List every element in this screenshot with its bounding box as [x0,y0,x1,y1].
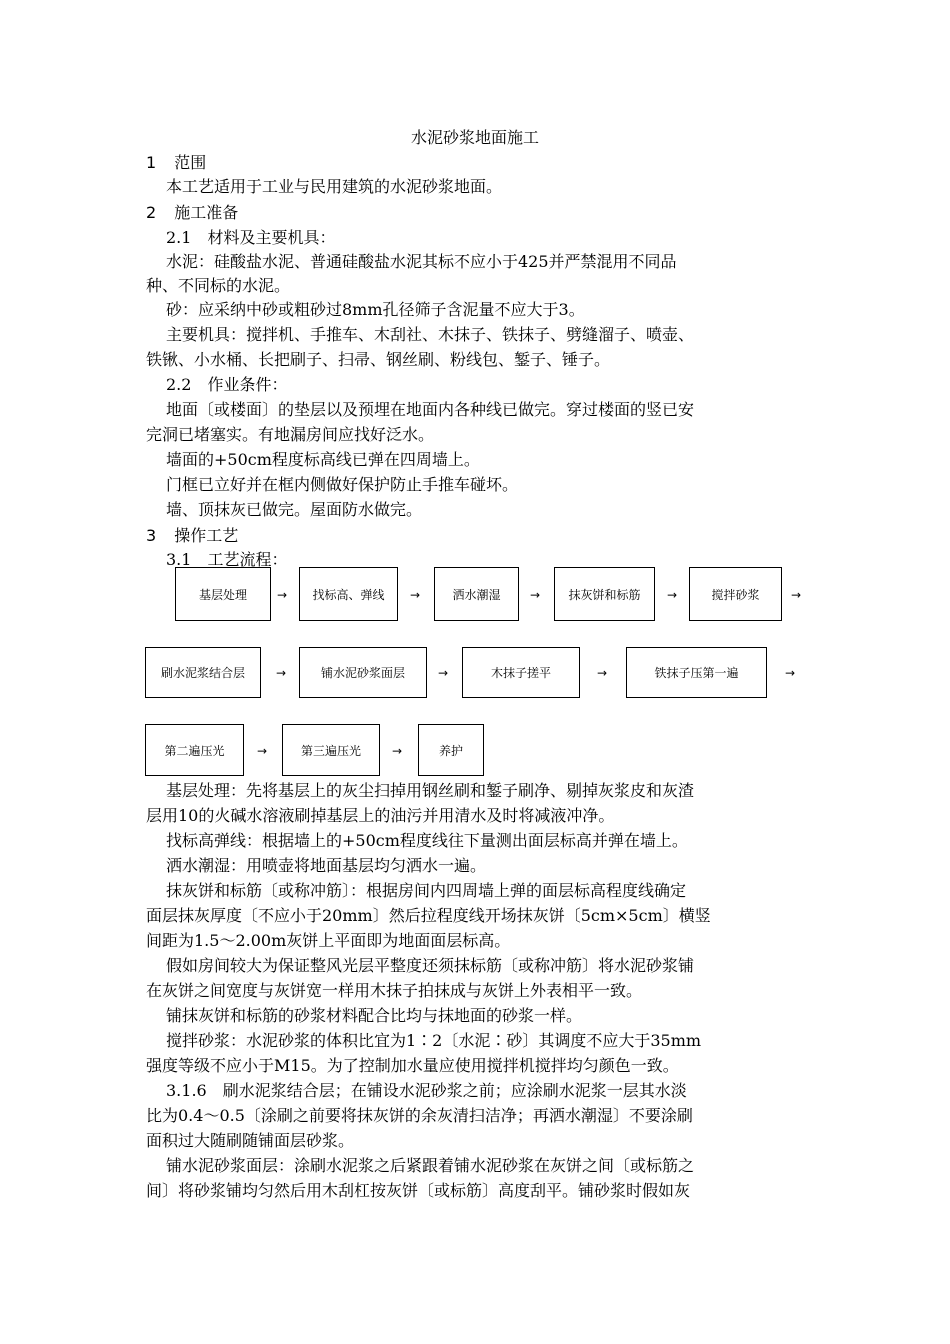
paragraph: 搅拌砂浆：水泥砂浆的体积比宜为1∶2〔水泥∶砂〕其调度不应大于35mm [166,1031,702,1050]
flow-arrow: → [667,588,678,602]
paragraph: 门框已立好并在框内侧做好保护防止手推车碰坏。 [166,475,519,494]
paragraph: 墙面的+50cm程度标高线已弹在四周墙上。 [166,450,480,469]
flow-step: 抹灰饼和标筋 [554,567,655,621]
flow-arrow: → [791,588,802,602]
paragraph: 地面〔或楼面〕的垫层以及预埋在地面内各种线已做完。穿过楼面的竖已安 [166,400,695,419]
paragraph: 在灰饼之间宽度与灰饼宽一样用木抹子拍抹成与灰饼上外表相平一致。 [146,981,643,1000]
subsection-heading: 2.1 材料及主要机具： [166,228,336,247]
document-title: 水泥砂浆地面施工 [410,128,539,147]
flow-step: 铁抹子压第一遍 [626,647,767,698]
section-number: 3 [146,526,157,545]
paragraph: 洒水潮湿：用喷壶将地面基层均匀洒水一遍。 [166,856,487,875]
paragraph: 面层抹灰厚度〔不应小于20mm〕然后拉程度线开场抹灰饼〔5cm×5cm〕横竖 [146,906,711,925]
flow-step: 洒水潮湿 [434,567,519,621]
paragraph: 3.1.6 刷水泥浆结合层；在铺设水泥砂浆之前；应涂刷水泥浆一层其水淡 [166,1081,687,1100]
paragraph: 间〕将砂浆铺均匀然后用木刮杠按灰饼〔或标筋〕高度刮平。铺砂浆时假如灰 [146,1181,691,1200]
flow-arrow: → [257,744,268,758]
section-title: 操作工艺 [174,526,239,545]
paragraph: 主要机具：搅拌机、手推车、木刮社、木抹子、铁抹子、劈缝溜子、喷壶、 [166,325,695,344]
paragraph: 比为0.4～0.5〔涂刷之前要将抹灰饼的余灰清扫洁净；再洒水潮湿〕不要涂刷 [146,1106,693,1125]
flow-arrow: → [597,666,608,680]
paragraph: 铁锹、小水桶、长把刷子、扫帚、钢丝刷、粉线包、錾子、锤子。 [146,350,611,369]
section-3-heading [146,525,806,547]
flow-arrow: → [410,588,421,602]
paragraph: 抹灰饼和标筋〔或称冲筋〕：根据房间内四周墙上弹的面层标高程度线确定 [166,881,687,900]
paragraph: 铺抹灰饼和标筋的砂浆材料配合比均与抹地面的砂浆一样。 [166,1006,583,1025]
subsection-heading: 2.2 作业条件： [166,375,288,394]
paragraph: 强度等级不应小于M15。为了控制加水量应使用搅拌机搅拌均匀颜色一致。 [146,1056,679,1075]
flow-step: 刷水泥浆结合层 [145,647,261,698]
section-2-heading [146,202,806,224]
flow-step: 养护 [418,724,484,776]
flow-arrow: → [392,744,403,758]
flow-step: 找标高、弹线 [299,567,398,621]
subsection-heading: 3.1 工艺流程： [166,550,288,569]
paragraph: 墙、顶抹灰已做完。屋面防水做完。 [166,500,423,519]
paragraph: 水泥：硅酸盐水泥、普通硅酸盐水泥其标不应小于425并严禁混用不同品 [166,252,677,271]
flow-arrow: → [277,588,288,602]
paragraph: 面积过大随刷随铺面层砂浆。 [146,1131,355,1150]
section-title: 施工准备 [174,203,239,222]
paragraph: 层用10的火碱水溶液刷掉基层上的油污并用清水及时将减液冲净。 [146,806,615,825]
flow-step: 铺水泥砂浆面层 [299,647,427,698]
flow-step: 木抹子搓平 [462,647,580,698]
flow-step: 第三遍压光 [282,724,380,776]
paragraph: 砂：应采纳中砂或粗砂过8mm孔径筛子含泥量不应大于3。 [166,300,585,319]
flow-arrow: → [276,666,287,680]
paragraph: 基层处理：先将基层上的灰尘扫掉用钢丝刷和錾子刷净、剔掉灰浆皮和灰渣 [166,781,695,800]
paragraph: 本工艺适用于工业与民用建筑的水泥砂浆地面。 [166,177,503,196]
paragraph: 假如房间较大为保证整风光层平整度还须抹标筋〔或称冲筋〕将水泥砂浆铺 [166,956,695,975]
paragraph: 铺水泥砂浆面层：涂刷水泥浆之后紧跟着铺水泥砂浆在灰饼之间〔或标筋之 [166,1156,695,1175]
paragraph: 完洞已堵塞实。有地漏房间应找好泛水。 [146,425,435,444]
section-number: 2 [146,203,157,222]
section-1-heading [146,152,806,174]
paragraph: 间距为1.5～2.00m灰饼上平面即为地面面层标高。 [146,931,511,950]
flow-arrow: → [530,588,541,602]
flow-step: 搅拌砂浆 [689,567,782,621]
paragraph: 找标高弹线：根据墙上的+50cm程度线往下量测出面层标高并弹在墙上。 [166,831,688,850]
flow-step: 第二遍压光 [145,724,244,776]
paragraph: 种、不同标的水泥。 [146,276,291,295]
flow-arrow: → [785,666,796,680]
flow-arrow: → [438,666,449,680]
section-title: 范围 [174,153,207,172]
flow-step: 基层处理 [175,567,271,621]
section-number: 1 [146,153,157,172]
